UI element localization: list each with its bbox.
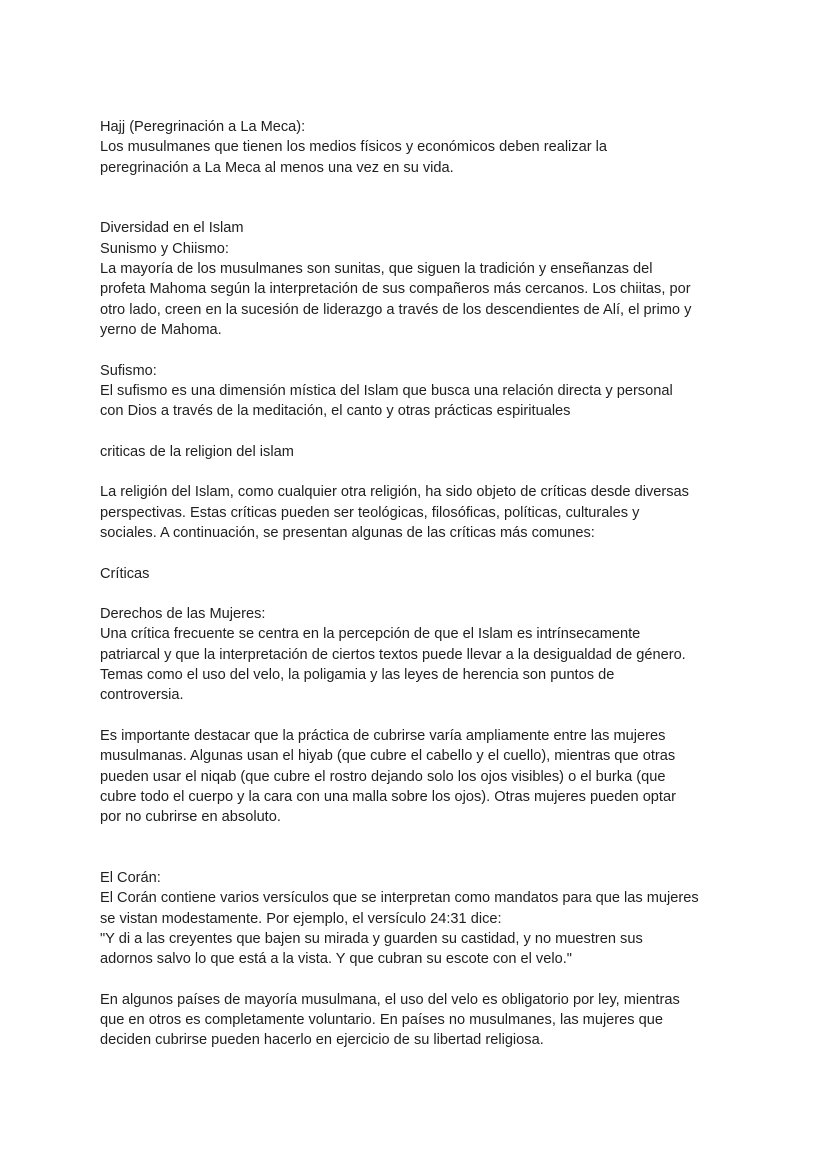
- sufism-line: con Dios a través de la meditación, el canto y otras prácticas espirituales: [100, 403, 571, 420]
- sufism-section: [100, 361, 735, 422]
- law-line: En algunos países de mayoría musulmana, el uso del velo es obligatorio por ley, mientras: [100, 991, 680, 1008]
- law-section: [100, 990, 735, 1051]
- hajj-line: peregrinación a La Meca al menos una vez en su vida.: [100, 159, 454, 176]
- womens-rights-line: Temas como el uso del velo, la poligamia y las leyes de herencia son puntos de: [100, 667, 615, 684]
- covering-line: cubre todo el cuerpo y la cara con una malla sobre los ojos). Otras mujeres pueden optar: [100, 788, 676, 805]
- womens-rights-line: Una crítica frecuente se centra en la percepción de que el Islam es intrínsecamente: [100, 626, 641, 643]
- hajj-line: Los musulmanes que tienen los medios físicos y económicos deben realizar la: [100, 139, 607, 156]
- law-line: deciden cubrirse pueden hacerlo en ejercicio de su libertad religiosa.: [100, 1032, 544, 1049]
- diversity-line: La mayoría de los musulmanes son sunitas, que siguen la tradición y enseñanzas del: [100, 261, 653, 278]
- spacer: [100, 706, 735, 726]
- hajj-heading: Hajj (Peregrinación a La Meca):: [100, 119, 306, 135]
- spacer: [100, 584, 735, 604]
- covering-line: Es importante destacar que la práctica de cubrirse varía ampliamente entre las mujeres: [100, 727, 666, 744]
- covering-line: pueden usar el niqab (que cubre el rostro dejando solo los ojos visibles) o el burka (que: [100, 768, 666, 785]
- diversity-line: otro lado, creen en la sucesión de liderazgo a través de los descendientes de Alí, el primo y: [100, 301, 692, 318]
- quran-section: [100, 868, 735, 969]
- diversity-heading: Diversidad en el Islam: [100, 220, 244, 237]
- hajj-section: [100, 117, 735, 178]
- criticism-intro-line: sociales. A continuación, se presentan algunas de las críticas más comunes:: [100, 524, 595, 541]
- quran-quote-line: "Y di a las creyentes que bajen su mirada y guarden su castidad, y no muestren sus: [100, 930, 643, 947]
- diversity-line: yerno de Mahoma.: [100, 321, 222, 338]
- criticism-intro-section: [100, 482, 735, 543]
- criticism-title: criticas de la religion del islam: [100, 443, 294, 460]
- spacer: [100, 969, 735, 989]
- quran-heading: El Corán:: [100, 869, 161, 886]
- law-line: que en otros es completamente voluntario. En países no musulmanes, las mujeres que: [100, 1012, 663, 1029]
- sufism-heading: Sufismo:: [100, 362, 157, 379]
- spacer: [100, 543, 735, 563]
- spacer: [100, 340, 735, 360]
- quran-line: El Corán contiene varios versículos que se interpretan como mandatos para que las mujeres: [100, 890, 699, 907]
- womens-rights-section: [100, 604, 735, 705]
- covering-section: [100, 726, 735, 827]
- sufism-line: El sufismo es una dimensión mística del Islam que busca una relación directa y personal: [100, 382, 673, 399]
- womens-rights-line: controversia.: [100, 687, 184, 704]
- criticas-label: Críticas: [100, 565, 150, 582]
- spacer: [100, 178, 735, 219]
- spacer: [100, 827, 735, 868]
- womens-rights-line: patriarcal y que la interpretación de ciertos textos puede llevar a la desigualdad de género.: [100, 646, 686, 663]
- criticism-intro-line: La religión del Islam, como cualquier otra religión, ha sido objeto de críticas desde diversas: [100, 484, 689, 501]
- document-body: [100, 117, 735, 1051]
- covering-line: musulmanas. Algunas usan el hiyab (que cubre el cabello y el cuello), mientras que otras: [100, 748, 676, 765]
- sunni-shia-subheading: Sunismo y Chiismo:: [100, 240, 229, 257]
- diversity-section: [100, 218, 735, 340]
- womens-rights-heading: Derechos de las Mujeres:: [100, 606, 266, 623]
- diversity-line: profeta Mahoma según la interpretación de sus compañeros más cercanos. Los chiitas, por: [100, 281, 691, 298]
- spacer: [100, 462, 735, 482]
- covering-line: por no cubrirse en absoluto.: [100, 809, 281, 826]
- spacer: [100, 421, 735, 441]
- quran-line: se vistan modestamente. Por ejemplo, el versículo 24:31 dice:: [100, 910, 502, 927]
- criticism-intro-line: perspectivas. Estas críticas pueden ser teológicas, filosóficas, políticas, culturales y: [100, 504, 640, 521]
- quran-quote-line: adornos salvo lo que está a la vista. Y que cubran su escote con el velo.": [100, 951, 572, 968]
